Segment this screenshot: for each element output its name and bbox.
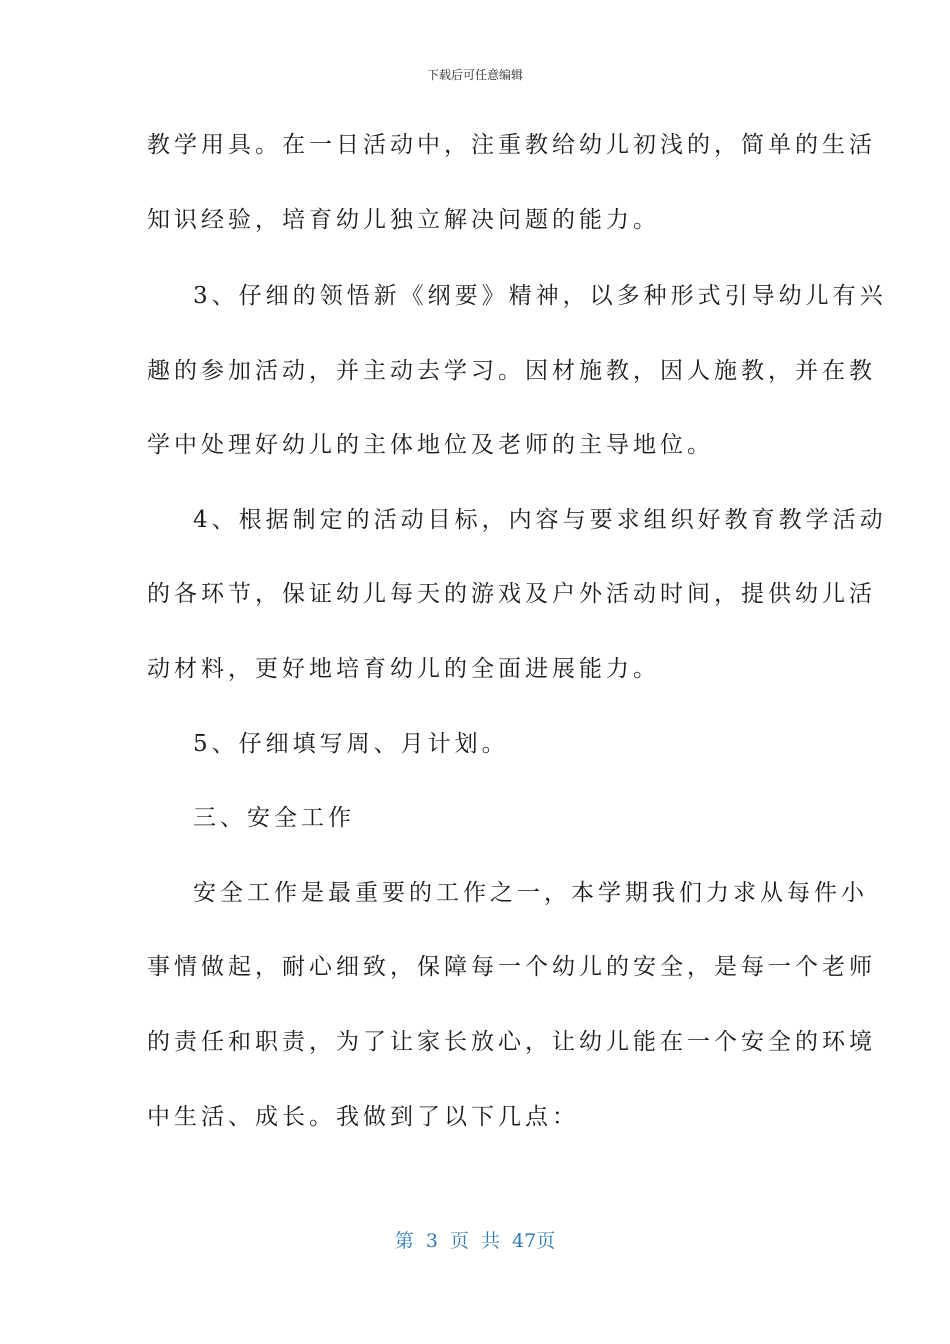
text-line: 学中处理好幼儿的主体地位及老师的主导地位。 bbox=[147, 432, 714, 458]
text-line: 教学用具。在一日活动中，注重教给幼儿初浅的，简单的生活 bbox=[147, 132, 876, 158]
text-line: 中生活、成长。我做到了以下几点： bbox=[147, 1104, 579, 1130]
page-number-footer: 第 3 页 共 47页 bbox=[394, 1230, 556, 1252]
text-line: 事情做起，耐心细致，保障每一个幼儿的安全，是每一个老师 bbox=[147, 954, 876, 980]
text-line: 趣的参加活动，并主动去学习。因材施教，因人施教，并在教 bbox=[147, 358, 876, 384]
text-line: 动材料，更好地培育幼儿的全面进展能力。 bbox=[147, 656, 660, 682]
text-line: 的责任和职责，为了让家长放心，让幼儿能在一个安全的环境 bbox=[147, 1029, 876, 1055]
text-line: 知识经验，培育幼儿独立解决问题的能力。 bbox=[147, 207, 660, 233]
text-line: 5、仔细填写周、月计划。 bbox=[193, 731, 509, 757]
text-line: 3、仔细的领悟新《纲要》精神，以多种形式引导幼儿有兴 bbox=[193, 283, 887, 309]
text-line: 安全工作是最重要的工作之一，本学期我们力求从每件小 bbox=[193, 880, 868, 906]
page-header: 下载后可任意编辑 bbox=[426, 68, 523, 82]
text-line: 4、根据制定的活动目标，内容与要求组织好教育教学活动 bbox=[193, 507, 887, 533]
text-line: 的各环节，保证幼儿每天的游戏及户外活动时间，提供幼儿活 bbox=[147, 581, 876, 607]
section-heading: 三、安全工作 bbox=[193, 805, 355, 831]
